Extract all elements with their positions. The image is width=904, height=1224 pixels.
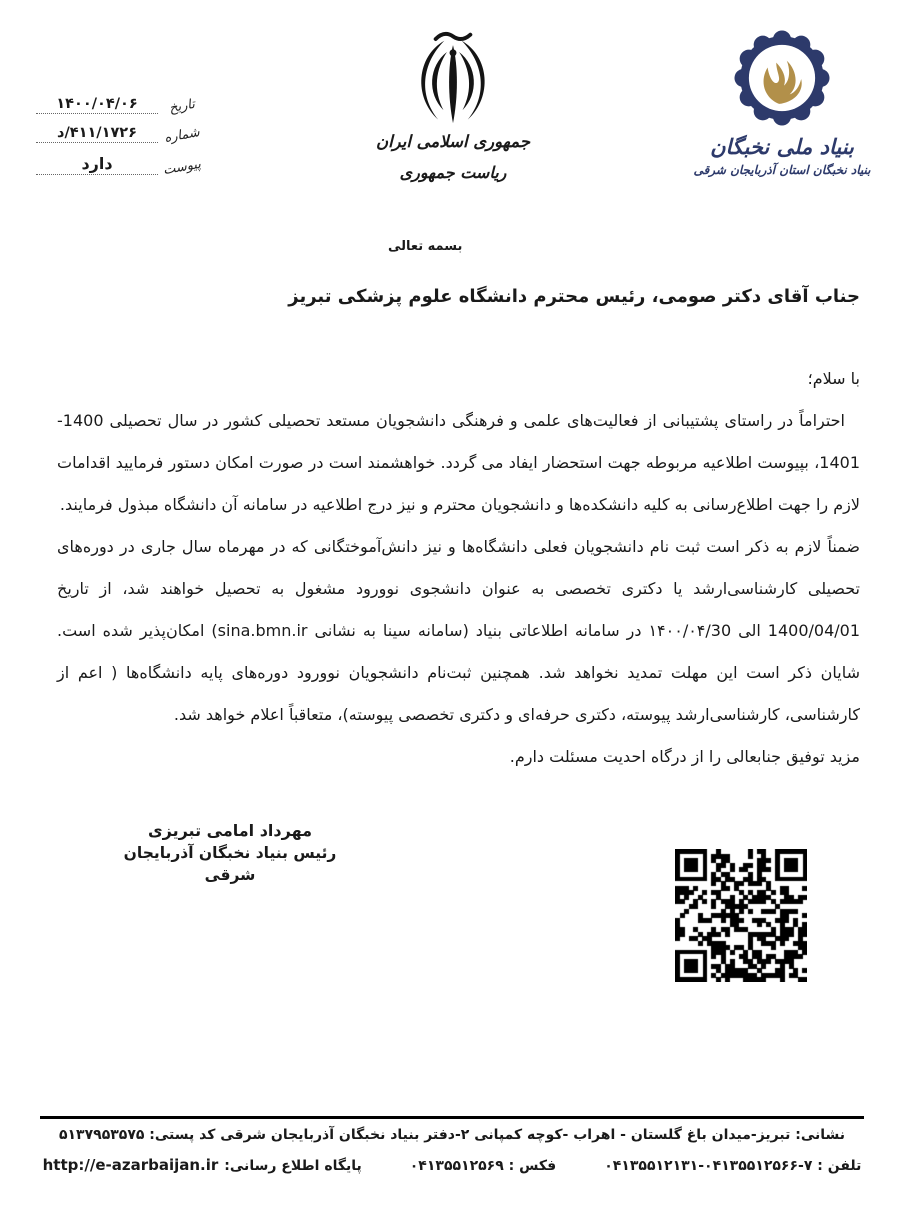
attachment-value: دارد xyxy=(36,154,158,175)
number-label: شماره xyxy=(163,125,201,146)
closing-line: مزید توفیق جنابعالی را از درگاه احدیت مسئلت دارم. xyxy=(509,747,860,766)
number-value: ۴۱۱/۱۷۲۶/د xyxy=(36,125,158,143)
salutation: با سلام؛ xyxy=(807,369,860,388)
organization-name: بنیاد ملی نخبگان xyxy=(710,135,854,159)
organization-branch: بنیاد نخبگان استان آذربایجان شرقی xyxy=(693,163,871,177)
organization-header xyxy=(672,30,892,177)
government-header xyxy=(368,26,538,182)
date-value: ۱۴۰۰/۰۴/۰۶ xyxy=(36,96,158,114)
addressee-line: جناب آقای دکتر صومی، رئیس محترم دانشگاه علوم پزشکی تبریز xyxy=(288,286,860,307)
signer-name: مهرداد امامی تبریزی xyxy=(147,821,313,840)
meta-number-row xyxy=(36,125,206,146)
letter-body xyxy=(57,358,860,778)
qr-code xyxy=(675,849,807,982)
invocation: بسمه تعالی xyxy=(388,239,463,254)
meta-attachment-row xyxy=(36,154,206,179)
footer-website xyxy=(43,1156,362,1174)
signer-title: رئیس بنیاد نخبگان آذربایجان شرقی xyxy=(123,844,337,884)
date-label: تاریخ xyxy=(167,96,197,117)
footer-website-url: http://e-azarbaijan.ir xyxy=(42,1156,219,1174)
iran-emblem-icon xyxy=(399,26,507,130)
country-name: جمهوری اسلامی ایران xyxy=(375,132,531,151)
office-name: ریاست جمهوری xyxy=(399,163,507,182)
footer-contacts xyxy=(40,1156,864,1174)
letter-meta-block xyxy=(36,96,206,186)
attachment-label: پیوست xyxy=(162,156,202,179)
footer-fax: فکس : ۰۴۱۳۵۵۱۲۵۶۹ xyxy=(409,1158,557,1174)
signature-block xyxy=(100,820,360,886)
body-paragraph-2: ضمناً لازم به ذکر است ثبت نام دانشجویان فعلی دانشگاه‌ها و نیز دانش‌آموختگانی که در مهرماه سال جاری در دوره‌های تحصیلی کارشناسی‌ارشد یا دکتری تخصصی به عنوان دانشجوی نوورود مشغول به تحصیل خواهند شد، از تاریخ 1400/04/01 الی ⁦۱۴۰۰/۰۴/30⁩ در سامانه اطلاعاتی بنیاد (سامانه سینا به نشانی sina.bmn.ir) امکان‌پذیر شده است. شایان ذکر است این مهلت تمدید نخواهد شد. همچنین ثبت‌نام دانشجویان نوورود دوره‌های پایه دانشگاه‌ها ( اعم از کارشناسی، کارشناسی‌ارشد پیوسته، دکتری حرفه‌ای و دکتری تخصصی پیوسته)، متعاقباً اعلام خواهد شد. xyxy=(57,537,860,724)
footer-website-label: پایگاه اطلاع رسانی: xyxy=(224,1158,362,1174)
footer-address: نشانی: تبریز-میدان باغ گلستان - اهراب -کوچه کمپانی ۲-دفتر بنیاد نخبگان آذربایجان شرقی کد پستی: ۵۱۳۷۹۵۳۵۷۵ xyxy=(58,1127,846,1143)
footer-divider xyxy=(40,1116,864,1119)
body-paragraph-1: احتراماً در راستای پشتیبانی از فعالیت‌های علمی و فرهنگی دانشجویان مستعد تحصیلی کشور در سال تحصیلی 1400-1401، بپیوست اطلاعیه مربوطه جهت استحضار ایفاد می گردد. خواهشمند است در صورت امکان دستور فرمایید اقدامات لازم را جهت اطلاع‌رسانی به کلیه دانشکده‌ها و دانشجویان محترم و نیز درج اطلاعیه در سامانه آن دانشگاه مبذول فرمایند. xyxy=(57,411,860,514)
meta-date-row xyxy=(36,96,206,117)
elites-foundation-logo-icon xyxy=(734,30,830,126)
footer-phone: تلفن : ۷-۰۴۱۳۵۵۱۲۵۶۶-۰۴۱۳۵۵۱۲۱۳۱ xyxy=(604,1158,862,1174)
